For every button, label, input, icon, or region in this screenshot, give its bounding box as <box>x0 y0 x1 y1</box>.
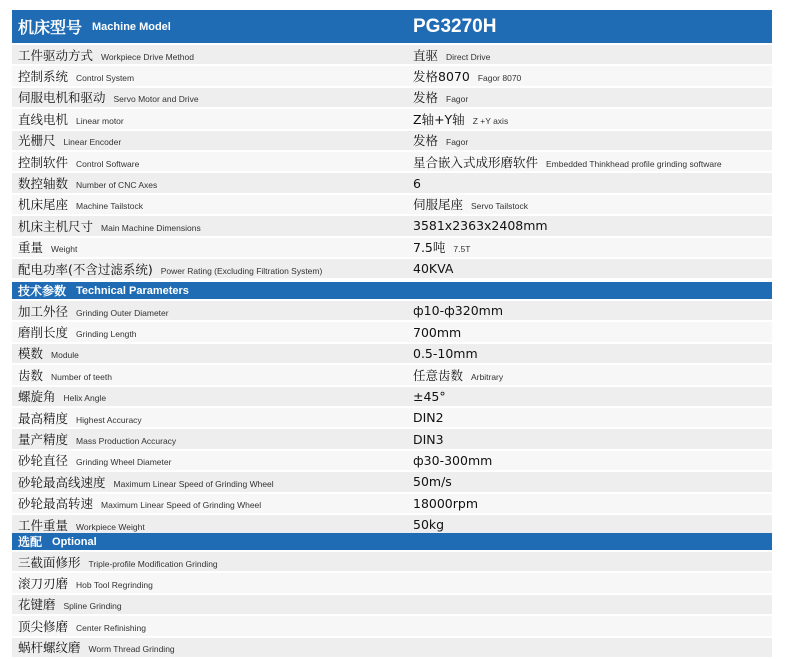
technical-value-cell <box>409 346 772 361</box>
machine-value-cell <box>409 261 772 276</box>
machine-value-cell <box>409 67 772 85</box>
optional-row <box>12 638 772 659</box>
technical-value-cell <box>409 325 772 340</box>
optional-param-cell <box>12 595 409 613</box>
technical-param-en: Workpiece Weight <box>76 521 145 532</box>
machine-section <box>12 10 772 280</box>
machine-row <box>12 131 772 152</box>
machine-param-en: Main Machine Dimensions <box>101 222 201 233</box>
machine-param-cell <box>12 88 409 106</box>
machine-row <box>12 109 772 130</box>
machine-model-label-zh: 机床型号 <box>18 18 83 37</box>
optional-param-en: Triple-profile Modification Grinding <box>88 558 218 569</box>
machine-param-cell <box>12 217 409 235</box>
optional-param-zh: 滚刀刃磨 <box>18 576 69 592</box>
technical-row <box>12 365 772 386</box>
technical-param-zh: 最高精度 <box>18 410 69 426</box>
technical-param-cell <box>12 473 409 491</box>
machine-value-en: Fagor <box>446 137 469 148</box>
technical-param-en: Highest Accuracy <box>76 414 142 425</box>
optional-section <box>12 533 772 659</box>
technical-value-zh: 50kg <box>413 517 445 533</box>
machine-value-en: Embedded Thinkhead profile grinding software <box>546 158 722 169</box>
technical-param-en: Helix Angle <box>63 393 107 404</box>
machine-row <box>12 152 772 173</box>
optional-param-zh: 三截面修形 <box>18 554 81 570</box>
machine-param-en: Weight <box>51 244 78 255</box>
machine-param-cell <box>12 67 409 85</box>
machine-value-zh: 直驱 <box>413 47 439 63</box>
technical-param-zh: 量产精度 <box>18 432 69 448</box>
technical-value-zh: DIN2 <box>413 410 444 426</box>
technical-param-en: Maximum Linear Speed of Grinding Wheel <box>101 500 262 511</box>
machine-param-en: Power Rating (Excluding Filtration System) <box>160 265 323 276</box>
machine-value-en: 7.5T <box>453 244 471 255</box>
machine-value-cell <box>409 153 772 171</box>
technical-value-zh: 18000rpm <box>413 495 479 511</box>
optional-param-cell <box>12 574 409 592</box>
machine-model-value: PG3270H <box>413 15 497 37</box>
optional-row <box>12 573 772 594</box>
technical-row <box>12 472 772 493</box>
technical-param-zh: 砂轮最高线速度 <box>18 474 106 490</box>
optional-param-en: Worm Thread Grinding <box>88 644 175 655</box>
technical-row <box>12 429 772 450</box>
technical-param-cell <box>12 451 409 469</box>
machine-value-zh: 发格 <box>413 90 439 106</box>
technical-param-en: Mass Production Accuracy <box>76 436 177 447</box>
machine-value-zh: Z轴+Y轴 <box>413 111 465 127</box>
machine-param-cell <box>12 131 409 149</box>
machine-value-cell <box>409 110 772 128</box>
machine-param-en: Control Software <box>76 158 140 169</box>
technical-header <box>12 282 772 301</box>
optional-param-cell <box>12 617 409 635</box>
technical-section <box>12 282 772 536</box>
machine-value-en: Fagor <box>446 94 469 105</box>
machine-param-zh: 控制系统 <box>18 69 69 85</box>
machine-model-label-en: Machine Model <box>92 20 171 33</box>
machine-value-cell <box>409 195 772 213</box>
machine-param-zh: 机床尾座 <box>18 197 69 213</box>
optional-param-cell <box>12 638 409 656</box>
machine-param-cell <box>12 174 409 192</box>
technical-value-cell <box>409 410 772 425</box>
technical-value-zh: 50m/s <box>413 474 452 490</box>
technical-param-en: Grinding Length <box>76 329 137 340</box>
optional-param-en: Center Refinishing <box>76 622 146 633</box>
technical-param-cell <box>12 302 409 320</box>
technical-value-en: Arbitrary <box>471 371 504 382</box>
machine-value-en: Fagor 8070 <box>477 73 522 84</box>
machine-param-cell <box>12 238 409 256</box>
machine-param-zh: 数控轴数 <box>18 176 69 192</box>
technical-param-zh: 加工外径 <box>18 303 69 319</box>
technical-value-cell <box>409 517 772 532</box>
machine-param-en: Control System <box>76 73 135 84</box>
technical-param-zh: 工件重量 <box>18 517 69 533</box>
machine-row <box>12 259 772 280</box>
machine-param-cell <box>12 195 409 213</box>
optional-rows <box>12 552 772 659</box>
machine-row <box>12 195 772 216</box>
technical-param-en: Grinding Wheel Diameter <box>76 457 172 468</box>
technical-label-zh: 技术参数 <box>18 284 67 298</box>
machine-param-zh: 工件驱动方式 <box>18 47 94 63</box>
machine-row <box>12 216 772 237</box>
technical-param-en: Number of teeth <box>51 371 112 382</box>
machine-row <box>12 66 772 87</box>
optional-header <box>12 533 772 552</box>
optional-param-zh: 蜗杆螺纹磨 <box>18 640 81 656</box>
technical-param-cell <box>12 366 409 384</box>
technical-value-cell <box>409 496 772 511</box>
technical-row <box>12 387 772 408</box>
machine-value-zh: 发格 <box>413 133 439 149</box>
machine-model-header <box>12 10 772 45</box>
technical-value-zh: DIN3 <box>413 431 444 447</box>
machine-rows <box>12 45 772 280</box>
machine-param-en: Workpiece Drive Method <box>101 51 194 62</box>
technical-row <box>12 322 772 343</box>
machine-value-en: Servo Tailstock <box>471 201 529 212</box>
machine-param-cell <box>12 46 409 64</box>
machine-value-zh: 3581x2363x2408mm <box>413 218 548 234</box>
machine-param-cell <box>12 260 409 278</box>
technical-value-zh: 700mm <box>413 324 462 340</box>
machine-value-cell <box>409 218 772 233</box>
technical-value-zh: ф10-ф320mm <box>413 303 504 319</box>
optional-label-en: Optional <box>52 535 97 548</box>
technical-row <box>12 494 772 515</box>
technical-param-cell <box>12 430 409 448</box>
optional-row <box>12 552 772 573</box>
machine-value-zh: 6 <box>413 175 421 191</box>
technical-label-en: Technical Parameters <box>76 284 189 297</box>
technical-param-zh: 齿数 <box>18 367 44 383</box>
machine-value-cell <box>409 131 772 149</box>
machine-param-cell <box>12 110 409 128</box>
machine-value-en: Direct Drive <box>446 51 491 62</box>
machine-param-cell <box>12 153 409 171</box>
machine-value-cell <box>409 238 772 256</box>
technical-param-zh: 砂轮直径 <box>18 453 69 469</box>
technical-value-zh: 0.5-10mm <box>413 345 478 361</box>
technical-param-cell <box>12 323 409 341</box>
machine-param-zh: 光栅尺 <box>18 133 56 149</box>
machine-value-zh: 星合嵌入式成形磨软件 <box>413 154 539 170</box>
technical-param-cell <box>12 494 409 512</box>
optional-row <box>12 616 772 637</box>
machine-row <box>12 238 772 259</box>
technical-row <box>12 301 772 322</box>
machine-row <box>12 173 772 194</box>
technical-row <box>12 344 772 365</box>
machine-value-cell <box>409 46 772 64</box>
technical-rows <box>12 301 772 536</box>
optional-param-zh: 顶尖修磨 <box>18 618 69 634</box>
technical-row <box>12 408 772 429</box>
technical-param-zh: 砂轮最高转速 <box>18 496 94 512</box>
technical-value-zh: ф30-300mm <box>413 452 493 468</box>
technical-value-cell <box>409 474 772 489</box>
technical-row <box>12 451 772 472</box>
machine-param-zh: 机床主机尺寸 <box>18 218 94 234</box>
machine-value-cell <box>409 176 772 191</box>
machine-param-en: Machine Tailstock <box>76 201 143 212</box>
machine-value-zh: 伺服尾座 <box>413 197 464 213</box>
technical-value-cell <box>409 303 772 318</box>
machine-value-zh: 发格8070 <box>413 69 470 85</box>
machine-param-en: Linear motor <box>76 115 124 126</box>
technical-param-en: Grinding Outer Diameter <box>76 307 169 318</box>
machine-value-zh: 40KVA <box>413 261 454 277</box>
technical-param-cell <box>12 387 409 405</box>
optional-param-cell <box>12 553 409 571</box>
technical-param-cell <box>12 344 409 362</box>
technical-value-cell <box>409 453 772 468</box>
technical-value-zh: 任意齿数 <box>413 367 464 383</box>
machine-value-cell <box>409 88 772 106</box>
machine-param-zh: 直线电机 <box>18 111 69 127</box>
machine-row <box>12 88 772 109</box>
optional-row <box>12 595 772 616</box>
technical-value-cell <box>409 366 772 384</box>
machine-row <box>12 45 772 66</box>
technical-param-zh: 模数 <box>18 346 44 362</box>
optional-param-en: Hob Tool Regrinding <box>76 580 153 591</box>
machine-param-zh: 重量 <box>18 240 44 256</box>
machine-param-zh: 伺服电机和驱动 <box>18 90 106 106</box>
machine-param-en: Servo Motor and Drive <box>113 94 199 105</box>
machine-value-en: Z +Y axis <box>472 115 509 126</box>
machine-param-en: Number of CNC Axes <box>76 180 158 191</box>
technical-param-en: Module <box>51 350 79 361</box>
optional-param-zh: 花键磨 <box>18 597 56 613</box>
machine-param-en: Linear Encoder <box>63 137 122 148</box>
optional-param-en: Spline Grinding <box>63 601 122 612</box>
technical-value-zh: ±45° <box>413 388 446 404</box>
technical-param-zh: 磨削长度 <box>18 325 69 341</box>
technical-param-zh: 螺旋角 <box>18 389 56 405</box>
machine-param-zh: 配电功率(不含过滤系统) <box>18 261 153 277</box>
technical-value-cell <box>409 389 772 404</box>
machine-param-zh: 控制软件 <box>18 154 69 170</box>
machine-value-zh: 7.5吨 <box>413 240 446 256</box>
technical-value-cell <box>409 432 772 447</box>
optional-label-zh: 选配 <box>18 535 43 549</box>
technical-param-cell <box>12 516 409 534</box>
technical-param-en: Maximum Linear Speed of Grinding Wheel <box>113 478 274 489</box>
technical-param-cell <box>12 409 409 427</box>
